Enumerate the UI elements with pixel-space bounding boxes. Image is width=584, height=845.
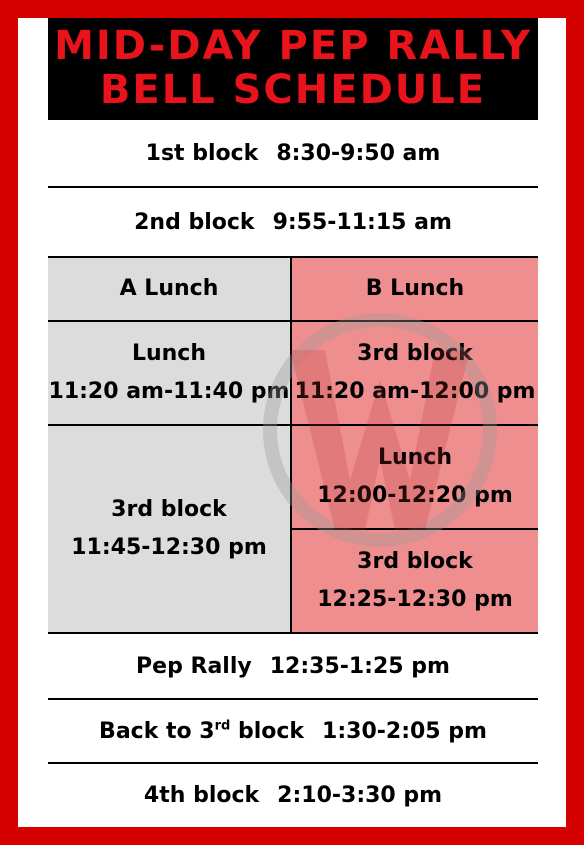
period-time: 11:20 am-12:00 pm: [294, 379, 536, 404]
row-2nd-block: [48, 188, 538, 258]
row-pep-rally: [48, 634, 538, 700]
period-time: 12:00-12:20 pm: [317, 483, 513, 508]
title-line-2: BELL SCHEDULE: [99, 67, 487, 113]
a-lunch-header: [48, 258, 292, 322]
block-time: 2:10-3:30 pm: [277, 783, 443, 808]
block-name: 4th block: [143, 783, 260, 808]
block-name: 1st block: [145, 140, 259, 166]
period-time: 12:25-12:30 pm: [317, 587, 513, 612]
period-name: Lunch: [131, 341, 207, 366]
row-back-to-3rd-block: [48, 700, 538, 764]
period-name: 3rd block: [357, 341, 473, 366]
period-time: 11:20 am-11:40 pm: [48, 379, 290, 404]
block-time: 1:30-2:05 pm: [322, 718, 487, 744]
block-time: 9:55-11:15 am: [272, 209, 452, 235]
b-lunch-lunch-cell: [292, 426, 538, 530]
a-lunch-label: A Lunch: [119, 276, 219, 301]
block-name: Back to 3rd block: [99, 718, 305, 744]
schedule-title: [48, 18, 538, 118]
period-name: Lunch: [377, 445, 453, 470]
b-lunch-3rd-block-2-cell: [292, 530, 538, 634]
b-lunch-header: [292, 258, 538, 322]
b-lunch-label: B Lunch: [365, 276, 465, 301]
a-lunch-lunch-cell: [48, 322, 292, 426]
block-time: 12:35-1:25 pm: [269, 653, 450, 679]
block-name: Pep Rally: [136, 653, 252, 679]
period-name: 3rd block: [357, 549, 473, 574]
title-line-1: MID-DAY PEP RALLY: [54, 23, 532, 69]
row-4th-block: [48, 764, 538, 827]
b-lunch-3rd-block-cell: [292, 322, 538, 426]
block-name: 2nd block: [134, 209, 255, 235]
period-name: 3rd block: [111, 497, 227, 522]
block-time: 8:30-9:50 am: [276, 140, 441, 166]
period-time: 11:45-12:30 pm: [71, 535, 267, 560]
row-1st-block: [48, 118, 538, 188]
a-lunch-3rd-block-cell: [48, 426, 292, 634]
